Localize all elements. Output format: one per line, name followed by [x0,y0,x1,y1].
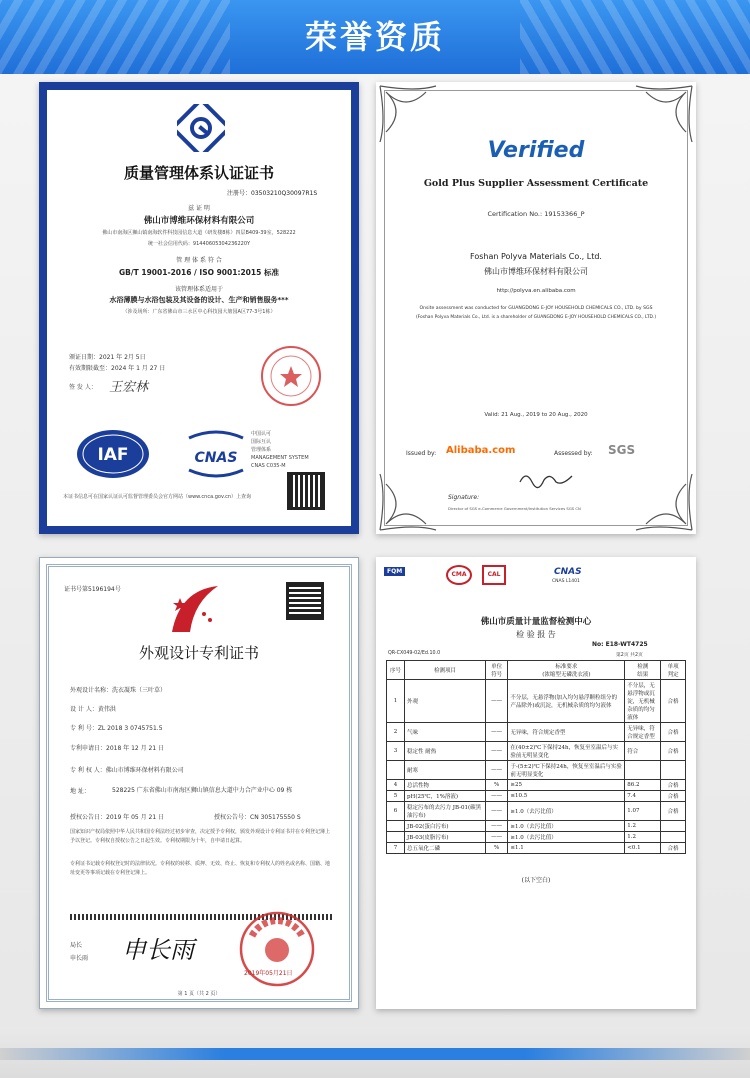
cert3-body1: 国家知识产权局依照中华人民共和国专利法经过初步审查，决定授予专利权，颁发外观设计专利证书并在专利登记簿上予以登记。专利权自授权公告之日起生效。专利权期限为十年，自申请日起算。 [70,829,331,844]
table-cell-item: pH(25℃，1%溶液) [405,791,486,802]
report-table [386,660,686,854]
cnipa-emblem-icon [160,580,230,636]
cert4-form-no: 第2页 共2页 [616,653,643,658]
iaf-text: IAF [97,445,129,465]
cert3-page: 第 1 页（共 2 页） [177,991,221,997]
cert1-scope: 水浴薄膜与水浴包装及其设备的设计、生产和销售服务*** [109,296,289,304]
header-item: 检测项目 [405,661,486,680]
table-cell-res: 符合 [625,742,661,761]
table-cell-judge: 合格 [661,680,686,723]
cert3-addr-label: 地 址： [70,788,90,795]
cert3-patent-no: 专 利 号：ZL 2018 3 0745751.5 [70,725,163,732]
table-cell-no: 3 [387,742,405,761]
table-cell-item: 外观 [405,680,486,723]
cert3-cert-no: 证书号第5196194号 [64,586,121,593]
table-cell-no [387,821,405,832]
cert-logo-icon [177,104,225,152]
table-cell-req: 不分层，无悬浮物(加入均匀悬浮颗粒组分的产品除外)或沉淀，无机械杂质的均匀液体 [508,680,625,723]
table-row [387,780,686,791]
table-cell-judge [661,832,686,843]
cert1-valid-date: 有效期限截至：2024 年 1 月 27 日 [69,365,166,372]
table-cell-res: 7.4 [625,791,661,802]
table-cell-judge: 合格 [661,791,686,802]
table-cell-req: ≥1.0（去污比值） [508,832,625,843]
cert2-company-en: Foshan Polyva Materials Co., Ltd. [470,252,602,261]
table-cell-req: ≥25 [508,780,625,791]
table-cell-req: 在(40±2)℃下保持24h，恢复至室温后与实验前无明显变化 [508,742,625,761]
table-cell-unit: —— [485,791,507,802]
alibaba-logo: Alibaba.com [446,445,516,456]
table-cell-no: 1 [387,680,405,723]
header-res: 检测 结果 [625,661,661,680]
cert2-heading: Gold Plus Supplier Assessment Certificate [423,178,649,189]
cert1-prove: 兹 证 明 [188,205,210,212]
table-cell-res: 86.2 [625,780,661,791]
table-cell-unit: —— [485,680,507,723]
table-cell-judge: 合格 [661,843,686,854]
table-cell-res: 1.2 [625,832,661,843]
cert3-designer: 设 计 人：黄伟洪 [70,706,116,713]
cert2-valid: Valid: 21 Aug., 2019 to 20 Aug., 2020 [484,412,588,418]
table-cell-judge: 合格 [661,802,686,821]
bottom-bar [0,1028,750,1078]
table-cell-item: 总活性物 [405,780,486,791]
cert4-center: 佛山市质量计量监督检测中心 [480,617,592,627]
table-cell-res: 1.07 [625,802,661,821]
cert3-seal-date: 2019年05月21日 [244,970,293,977]
table-cell-res: 1.2 [625,821,661,832]
cert3-owner: 专 利 权 人：佛山市博维环保材料有限公司 [70,767,184,774]
table-cell-no [387,832,405,843]
cert3-director-title: 局长 [70,942,83,949]
table-cell-no: 6 [387,802,405,821]
patent-certificate[interactable] [39,557,359,1009]
table-cell-res [625,761,661,780]
table-cell-unit: % [485,780,507,791]
table-row [387,843,686,854]
table-cell-judge: 合格 [661,742,686,761]
table-cell-judge: 合格 [661,723,686,742]
table-cell-res: 不分层，无悬浮物或沉淀，无机械杂质的均匀液体 [625,680,661,723]
cert3-apply-date: 专利申请日：2018 年 12 月 21 日 [70,745,165,752]
header-req: 标准要求 (浓缩型无磷洗衣液) [508,661,625,680]
handwritten-signature-icon [516,468,576,490]
table-cell-item: 气味 [405,723,486,742]
verified-logo: Verified [487,138,585,163]
cert2-signature-label: Signature: [448,494,480,501]
table-cell-item: 总五氧化二磷 [405,843,486,854]
table-cell-unit: —— [485,742,507,761]
cert1-footer: 本证书信息可在国家认证认可监督管理委员会官方网站（www.cnca.gov.cn）上查询 [63,494,252,500]
cert2-url: http://polyva.en.alibaba.com [496,288,576,294]
red-seal-icon [259,344,323,408]
cert4-report-no: No: E18-WT4725 [592,641,648,648]
cert3-design-name: 外观设计名称：洗衣凝珠（三叶草） [70,687,167,694]
table-row [387,742,686,761]
header-unit: 单位 符号 [485,661,507,680]
header-judge: 单项 判定 [661,661,686,680]
table-cell-no [387,761,405,780]
table-cell-unit: —— [485,761,507,780]
table-cell-req: ≥1.0（去污比值） [508,802,625,821]
cert2-shareholder: (Foshan Polyva Materials Co., Ltd. is a shareholder of GUANGDONG E-JOY HOUSEHOLD CHEMICALS CO., LTD.) [415,315,657,320]
cert1-scope-title: 该管理体系适用于 [174,286,223,293]
title-banner [0,0,750,74]
cert3-heading: 外观设计专利证书 [138,644,259,662]
cert2-cert-no: Certification No.: 19153366_P [487,210,585,218]
cert3-director-name: 申长雨 [70,955,89,962]
cert2-issued-by: Issued by: [406,450,437,457]
table-cell-judge [661,821,686,832]
table-cell-req: ≥1.0（去污比值） [508,821,625,832]
cert1-signature: 王宏林 [109,380,149,395]
cnas-logo-icon [185,428,247,480]
gold-supplier-certificate[interactable] [376,82,696,534]
cert4-footer: (以下空白) [521,877,551,884]
cal-badge: CAL [482,565,506,585]
quality-certificate[interactable] [39,82,359,534]
cert1-credit-code: 统一社会信用代码：91440605304236220Y [147,241,251,247]
table-cell-item: 耐寒 [405,761,486,780]
table-cell-res: 无异味，符合规定香型 [625,723,661,742]
table-cell-unit: —— [485,832,507,843]
table-cell-no: 7 [387,843,405,854]
cma-badge: CMA [446,565,472,585]
cert1-standard: GB/T 19001-2016 / ISO 9001:2015 标准 [119,268,279,277]
table-cell-no: 5 [387,791,405,802]
table-row [387,761,686,780]
table-cell-no: 4 [387,780,405,791]
cert2-assessed-by: Assessed by: [554,450,593,457]
table-cell-res: <0.1 [625,843,661,854]
cert1-address: 佛山市南海区狮山镇南海软件科技园信息大道（研发楼8栋）四层B409-39室，528222 [102,230,296,236]
table-cell-item: JB-02(蛋白污布) [405,821,486,832]
table-row [387,723,686,742]
cert3-addr: 528225 广东省佛山市南海区狮山镇信息大道中力合产业中心 09 栋 [112,787,293,794]
table-cell-unit: —— [485,821,507,832]
table-row [387,821,686,832]
table-cell-no: 2 [387,723,405,742]
table-row [387,802,686,821]
table-cell-judge [661,761,686,780]
fqm-badge: FQM [384,567,405,576]
table-cell-req: ≤1.1 [508,843,625,854]
cnas-badge: CNAS [554,567,582,577]
cert4-qr-no: QR-CX049-02/Ed.10.0 [388,651,441,656]
cert1-heading: 质量管理体系认证证书 [123,164,274,182]
cert1-site: （涉及场所：广东省佛山市三水区中心科技园大塘园A区77-3号1栋） [122,309,276,315]
table-cell-unit: % [485,843,507,854]
cert3-body2: 专利证书记载专利权登记时的法律状况。专利权的转移、质押、无效、终止、恢复和专利权人的姓名或名称、国籍、地址变更等事项记载在专利登记簿上。 [70,861,331,876]
table-cell-item: 稳定污布的去污力 JB-01(碳黑油污布) [405,802,486,821]
cert1-cnas-text: 中国认可 国际互认 管理体系 MANAGEMENT SYSTEM CNAS C035-M [251,431,309,469]
cert1-issue-date: 颁证日期：2021 年 2月 5日 [69,354,146,361]
header-no: 序号 [387,661,405,680]
table-cell-unit: —— [485,802,507,821]
qr-code [287,472,325,510]
table-cell-unit: —— [485,723,507,742]
sgs-logo: SGS [608,443,636,457]
table-cell-req: ≤10.5 [508,791,625,802]
cert1-signer-label: 签 发 人： [69,384,97,391]
table-row [387,832,686,843]
table-cell-judge: 合格 [661,780,686,791]
table-row [387,680,686,723]
table-cell-item: 稳定性 耐热 [405,742,486,761]
cert3-announce-no: 授权公告号：CN 305175550 S [214,814,301,821]
cert2-onsite: Onsite assessment was conducted for GUANGDONG E-JOY HOUSEHOLD CHEMICALS CO., LTD. by SGS [419,306,653,311]
report-header-row [387,661,686,680]
patent-qr-code [286,582,324,620]
banner-title: 荣誉资质 [304,18,445,56]
table-row [387,791,686,802]
cert1-comply: 管 理 体 系 符 合 [176,257,222,264]
cert1-company: 佛山市博维环保材料有限公司 [143,216,255,226]
inspection-report[interactable] [376,557,696,1009]
cert2-director: Director of SGS e-Commerce Government/Institution Services SGS CN [448,506,581,511]
cert3-grant-date: 授权公告日：2019 年 05 月 21 日 [70,814,165,821]
cert3-signature: 申长雨 [122,936,194,964]
iaf-logo-icon [75,428,151,480]
cert4-title: 检 验 报 告 [516,630,556,639]
table-cell-req: 于-(5±2)℃下保持24h，恢复至室温后与实验前无明显变化 [508,761,625,780]
cert1-reg-no: 注册号：03503210Q30097R1S [227,190,318,197]
cert2-company-cn: 佛山市博维环保材料有限公司 [484,267,588,276]
table-cell-item: JB-03(皮脂污布) [405,832,486,843]
cnas-text: CNAS [194,450,238,466]
table-cell-req: 无异味，符合规定香型 [508,723,625,742]
cnas-sub: CNAS L1401 [552,579,580,584]
